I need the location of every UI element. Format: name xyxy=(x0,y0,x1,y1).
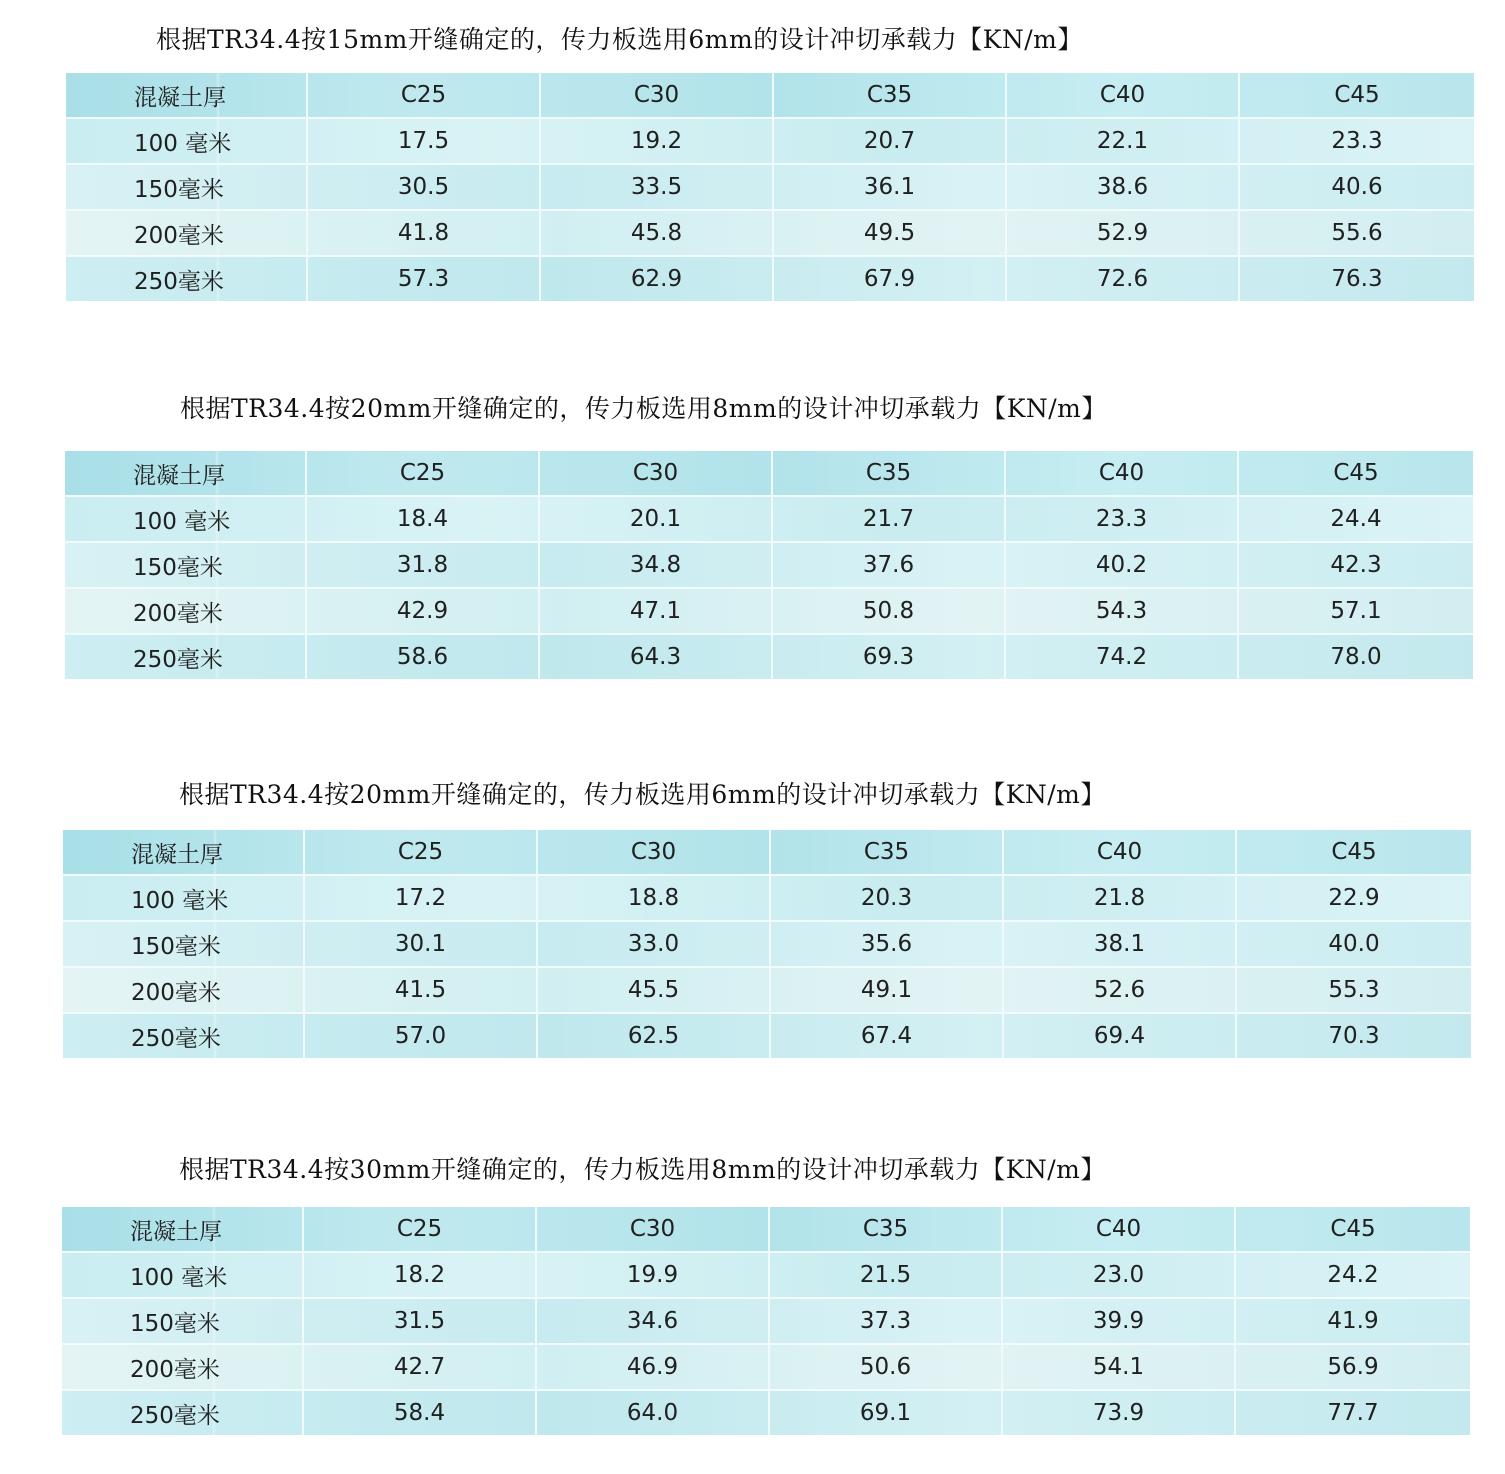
table-row xyxy=(62,1391,1470,1435)
header-cell-thickness: 混凝土厚 xyxy=(62,1207,304,1251)
header-cell-c45: C45 xyxy=(1334,82,1380,108)
header-cell-thickness: 混凝土厚 xyxy=(63,830,305,874)
table-cell: 42.3 xyxy=(1330,552,1382,578)
table-cell: 50.8 xyxy=(773,589,1006,633)
table-row xyxy=(63,876,1471,922)
table-cell: 31.8 xyxy=(307,543,540,587)
table-cell: 22.9 xyxy=(1328,885,1380,911)
table-cell: 46.9 xyxy=(537,1345,770,1389)
row-label: 150毫米 xyxy=(65,543,307,587)
header-cell-c45: C45 xyxy=(1333,460,1379,486)
row-label: 200毫米 xyxy=(63,968,305,1012)
row-label: 100 毫米 xyxy=(65,497,307,541)
table-title: 根据TR34.4按30mm开缝确定的，传力板选用8mm的设计冲切承载力【KN/m】 xyxy=(179,1155,1106,1184)
table-cell: 64.0 xyxy=(537,1391,770,1435)
header-cell-c30: C30 xyxy=(540,451,773,495)
table-cell: 30.1 xyxy=(305,922,538,966)
table-cell: 72.6 xyxy=(1007,257,1240,301)
table-cell: 42.7 xyxy=(304,1345,537,1389)
row-label: 100 毫米 xyxy=(63,876,305,920)
table-cell: 20.3 xyxy=(771,876,1004,920)
header-cell-c45: C45 xyxy=(1331,839,1377,865)
row-label: 100 毫米 xyxy=(62,1253,304,1297)
table-header-row xyxy=(66,73,1474,119)
table-cell: 49.5 xyxy=(774,211,1007,255)
header-cell-c25: C25 xyxy=(308,73,541,117)
load-capacity-table xyxy=(62,1207,1470,1435)
table-cell: 21.8 xyxy=(1004,876,1237,920)
table-row xyxy=(62,1299,1470,1345)
table-title: 根据TR34.4按15mm开缝确定的，传力板选用6mm的设计冲切承载力【KN/m】 xyxy=(156,25,1083,54)
table-cell: 67.9 xyxy=(774,257,1007,301)
table-cell: 40.0 xyxy=(1328,931,1380,957)
table-cell: 45.8 xyxy=(541,211,774,255)
table-cell: 31.5 xyxy=(304,1299,537,1343)
header-cell-c25: C25 xyxy=(304,1207,537,1251)
table-cell: 24.2 xyxy=(1327,1262,1379,1288)
header-cell-c35: C35 xyxy=(770,1207,1003,1251)
row-label: 150毫米 xyxy=(63,922,305,966)
table-cell: 23.3 xyxy=(1006,497,1239,541)
table-cell: 54.1 xyxy=(1003,1345,1236,1389)
header-cell-c25: C25 xyxy=(305,830,538,874)
table-cell: 41.5 xyxy=(305,968,538,1012)
table-cell: 37.6 xyxy=(773,543,1006,587)
table-cell: 41.8 xyxy=(308,211,541,255)
table-cell: 37.3 xyxy=(770,1299,1003,1343)
table-row xyxy=(65,543,1473,589)
table-cell: 40.6 xyxy=(1331,174,1383,200)
table-row xyxy=(65,589,1473,635)
table-cell: 20.1 xyxy=(540,497,773,541)
table-cell: 55.3 xyxy=(1328,977,1380,1003)
table-row xyxy=(65,497,1473,543)
table-cell: 54.3 xyxy=(1006,589,1239,633)
header-cell-c40: C40 xyxy=(1006,451,1239,495)
table-cell: 18.2 xyxy=(304,1253,537,1297)
table-cell: 69.3 xyxy=(773,635,1006,679)
load-capacity-table xyxy=(65,451,1473,679)
header-cell-c35: C35 xyxy=(773,451,1006,495)
table-cell: 50.6 xyxy=(770,1345,1003,1389)
header-cell-thickness: 混凝土厚 xyxy=(66,73,308,117)
table-cell: 19.2 xyxy=(541,119,774,163)
table-cell: 73.9 xyxy=(1003,1391,1236,1435)
table-cell: 22.1 xyxy=(1007,119,1240,163)
table-cell: 23.3 xyxy=(1331,128,1383,154)
table-cell: 57.1 xyxy=(1330,598,1382,624)
table-cell: 78.0 xyxy=(1330,644,1382,670)
table-cell: 69.1 xyxy=(770,1391,1003,1435)
table-cell: 67.4 xyxy=(771,1014,1004,1058)
row-label: 150毫米 xyxy=(66,165,308,209)
table-row xyxy=(66,165,1474,211)
table-cell: 57.0 xyxy=(305,1014,538,1058)
table-cell: 45.5 xyxy=(538,968,771,1012)
table-cell: 58.6 xyxy=(307,635,540,679)
header-cell-c45: C45 xyxy=(1330,1216,1376,1242)
table-cell: 21.5 xyxy=(770,1253,1003,1297)
row-label: 250毫米 xyxy=(66,257,308,301)
table-cell: 64.3 xyxy=(540,635,773,679)
table-cell: 17.5 xyxy=(308,119,541,163)
table-cell: 38.1 xyxy=(1004,922,1237,966)
table-cell: 17.2 xyxy=(305,876,538,920)
table-cell: 70.3 xyxy=(1328,1023,1380,1049)
table-cell: 18.8 xyxy=(538,876,771,920)
row-label: 200毫米 xyxy=(66,211,308,255)
row-label: 200毫米 xyxy=(65,589,307,633)
table-cell: 18.4 xyxy=(307,497,540,541)
table-cell: 38.6 xyxy=(1007,165,1240,209)
table-row xyxy=(66,211,1474,257)
header-cell-thickness: 混凝土厚 xyxy=(65,451,307,495)
table-cell: 62.9 xyxy=(541,257,774,301)
table-cell: 62.5 xyxy=(538,1014,771,1058)
table-cell: 49.1 xyxy=(771,968,1004,1012)
row-label: 250毫米 xyxy=(62,1391,304,1435)
row-label: 250毫米 xyxy=(63,1014,305,1058)
load-capacity-table xyxy=(63,830,1471,1058)
load-capacity-table xyxy=(66,73,1474,301)
row-label: 200毫米 xyxy=(62,1345,304,1389)
header-cell-c40: C40 xyxy=(1007,73,1240,117)
table-cell: 39.9 xyxy=(1003,1299,1236,1343)
table-cell: 57.3 xyxy=(308,257,541,301)
table-cell: 52.9 xyxy=(1007,211,1240,255)
row-label: 250毫米 xyxy=(65,635,307,679)
table-row xyxy=(62,1345,1470,1391)
table-header-row xyxy=(62,1207,1470,1253)
table-cell: 34.8 xyxy=(540,543,773,587)
row-label: 150毫米 xyxy=(62,1299,304,1343)
header-cell-c30: C30 xyxy=(537,1207,770,1251)
table-header-row xyxy=(65,451,1473,497)
table-row xyxy=(62,1253,1470,1299)
table-cell: 20.7 xyxy=(774,119,1007,163)
table-row xyxy=(66,257,1474,301)
header-cell-c40: C40 xyxy=(1003,1207,1236,1251)
table-cell: 52.6 xyxy=(1004,968,1237,1012)
table-cell: 19.9 xyxy=(537,1253,770,1297)
header-cell-c35: C35 xyxy=(771,830,1004,874)
table-title: 根据TR34.4按20mm开缝确定的，传力板选用8mm的设计冲切承载力【KN/m】 xyxy=(180,394,1107,423)
table-cell: 77.7 xyxy=(1327,1400,1379,1426)
table-row xyxy=(63,968,1471,1014)
table-cell: 76.3 xyxy=(1331,266,1383,292)
table-cell: 56.9 xyxy=(1327,1354,1379,1380)
table-cell: 33.5 xyxy=(541,165,774,209)
table-cell: 23.0 xyxy=(1003,1253,1236,1297)
header-cell-c35: C35 xyxy=(774,73,1007,117)
table-row xyxy=(63,922,1471,968)
row-label: 100 毫米 xyxy=(66,119,308,163)
header-cell-c40: C40 xyxy=(1004,830,1237,874)
table-row xyxy=(66,119,1474,165)
table-title: 根据TR34.4按20mm开缝确定的，传力板选用6mm的设计冲切承载力【KN/m】 xyxy=(179,780,1106,809)
table-cell: 33.0 xyxy=(538,922,771,966)
table-cell: 74.2 xyxy=(1006,635,1239,679)
table-row xyxy=(63,1014,1471,1058)
header-cell-c30: C30 xyxy=(538,830,771,874)
table-cell: 41.9 xyxy=(1327,1308,1379,1334)
header-cell-c30: C30 xyxy=(541,73,774,117)
table-cell: 55.6 xyxy=(1331,220,1383,246)
table-cell: 30.5 xyxy=(308,165,541,209)
table-cell: 24.4 xyxy=(1330,506,1382,532)
table-cell: 35.6 xyxy=(771,922,1004,966)
table-cell: 40.2 xyxy=(1006,543,1239,587)
table-cell: 47.1 xyxy=(540,589,773,633)
table-cell: 36.1 xyxy=(774,165,1007,209)
table-cell: 42.9 xyxy=(307,589,540,633)
table-header-row xyxy=(63,830,1471,876)
table-cell: 21.7 xyxy=(773,497,1006,541)
table-cell: 34.6 xyxy=(537,1299,770,1343)
table-cell: 69.4 xyxy=(1004,1014,1237,1058)
table-cell: 58.4 xyxy=(304,1391,537,1435)
header-cell-c25: C25 xyxy=(307,451,540,495)
table-row xyxy=(65,635,1473,679)
